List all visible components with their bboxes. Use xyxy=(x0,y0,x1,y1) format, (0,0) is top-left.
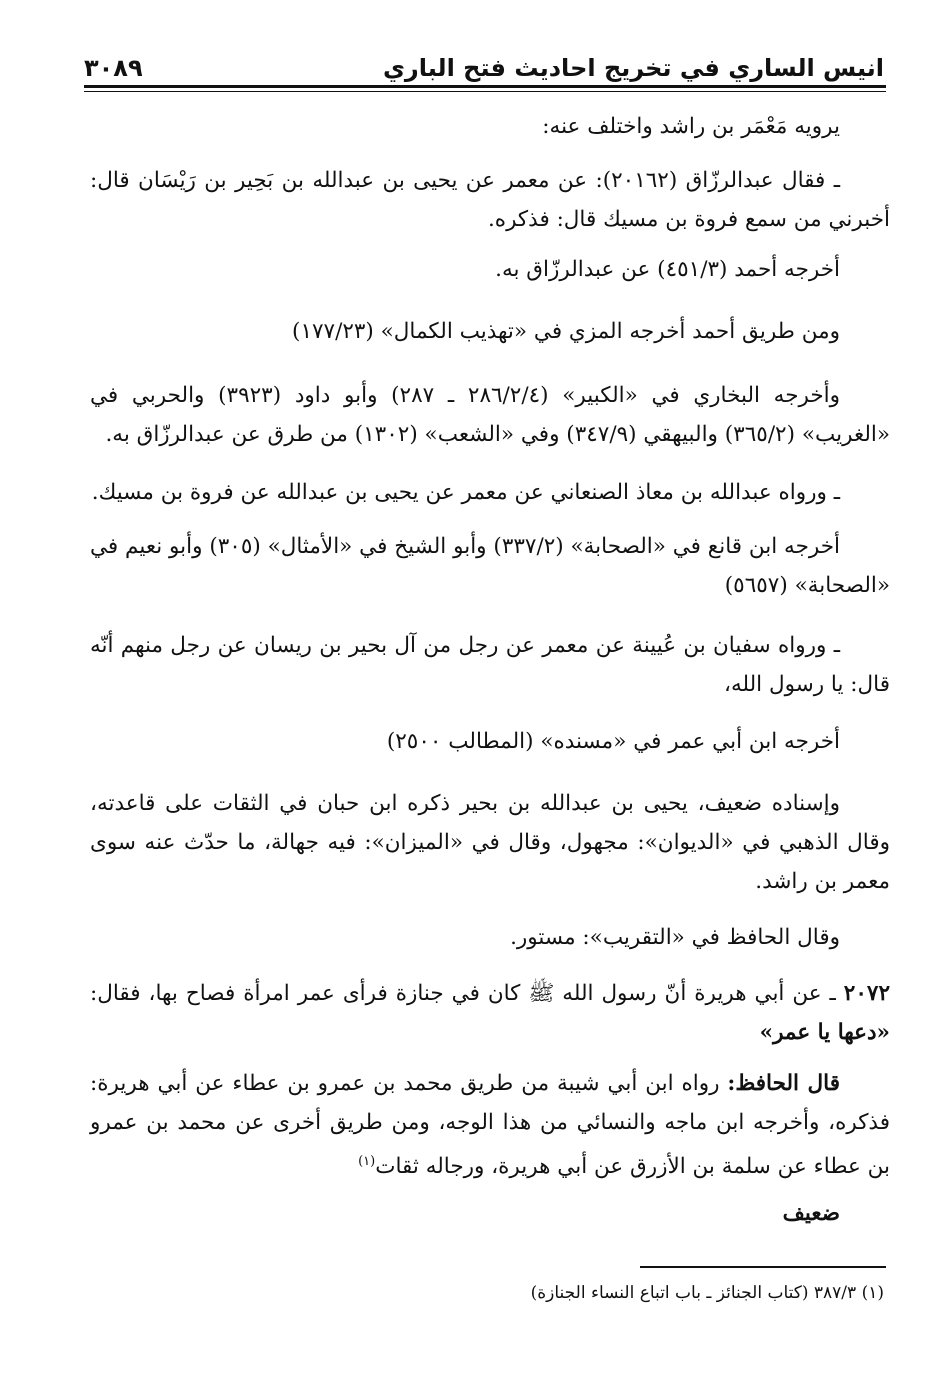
footnote-ref: (١) xyxy=(358,1154,376,1169)
hafiz-label: قال الحافظ: xyxy=(727,1071,840,1096)
page-number: ٣٠٨٩ xyxy=(84,54,143,82)
paragraph-ahmad: أخرجه أحمد (٤٥١/٣) عن عبدالرزّاق به. xyxy=(495,257,840,282)
paragraph-bukhari: وأخرجه البخاري في «الكبير» (٢٨٦/٢/٤ ـ ٢٨٧) وأبو داود (٣٩٢٣) والحربي في «الغريب» (٣٦٥/٢) والبيهقي (٣٤٧/٩) وفي «الشعب» (١٣٠٢) من طرق عن عبدالرزّاق به. xyxy=(90,383,890,447)
hadith-grade: ضعيف xyxy=(782,1201,840,1226)
hafiz-commentary xyxy=(90,1064,890,1186)
paragraph-abdulrazzaq: ـ فقال عبدالرزّاق (٢٠١٦٢): عن معمر عن يحيى بن عبدالله بن بَحِير بن رَيْسَان قال: أخبرني من سمع فروة بن مسيك قال: فذكره. xyxy=(90,168,890,232)
hadith-quote: «دعها يا عمر» xyxy=(759,1020,890,1045)
hadith-number: ٢٠٧٢ xyxy=(843,981,890,1006)
header-rule-thick xyxy=(84,85,886,88)
paragraph-intro: يرويه مَعْمَر بن راشد واختلف عنه: xyxy=(542,114,840,139)
paragraph-ibn-abi-umar: أخرجه ابن أبي عمر في «مسنده» (المطالب ٢٥٠٠) xyxy=(386,729,840,754)
footnote: (١) ٣٨٧/٣ (كتاب الجنائز ـ باب اتباع النساء الجنازة) xyxy=(530,1283,884,1303)
hadith-entry xyxy=(90,974,890,1052)
paragraph-sanani: ـ ورواه عبدالله بن معاذ الصنعاني عن معمر عن يحيى بن عبدالله عن فروة بن مسيك. xyxy=(91,480,840,505)
paragraph-taqrib: وقال الحافظ في «التقريب»: مستور. xyxy=(510,925,840,950)
paragraph-mizzi: ومن طريق أحمد أخرجه المزي في «تهذيب الكمال» (١٧٧/٢٣) xyxy=(292,319,840,344)
running-header xyxy=(84,40,884,80)
hadith-text: ـ عن أبي هريرة أنّ رسول الله ﷺ كان في جنازة فرأى عمر امرأة فصاح بها، فقال: xyxy=(90,981,844,1006)
header-rule-thin xyxy=(84,91,886,92)
footnote-rule xyxy=(640,1266,886,1268)
hafiz-text: رواه ابن أبي شيبة من طريق محمد بن عمرو بن عطاء عن أبي هريرة: فذكره، وأخرجه ابن ماجه والنسائي من هذا الوجه، ومن طريق أخرى عن محمد بن عمرو بن عطاء عن سلمة بن الأزرق عن أبي هريرة، ورجاله ثقات xyxy=(90,1071,890,1180)
paragraph-isnad: وإسناده ضعيف، يحيى بن عبدالله بن بحير ذكره ابن حبان في الثقات على قاعدته، وقال الذهبي في «الديوان»: مجهول، وقال في «الميزان»: فيه جهالة، ما حدّث عنه سوى معمر بن راشد. xyxy=(90,791,890,894)
paragraph-ibn-qani: أخرجه ابن قانع في «الصحابة» (٣٣٧/٢) وأبو الشيخ في «الأمثال» (٣٠٥) وأبو نعيم في «الصحابة» (٥٦٥٧) xyxy=(90,534,890,598)
paragraph-sufyan: ـ ورواه سفيان بن عُيينة عن معمر عن رجل من آل بحير بن ريسان عن رجل منهم أنّه قال: يا رسول الله، xyxy=(90,633,890,697)
running-title: انيس الساري في تخريج احاديث فتح الباري xyxy=(382,54,884,82)
